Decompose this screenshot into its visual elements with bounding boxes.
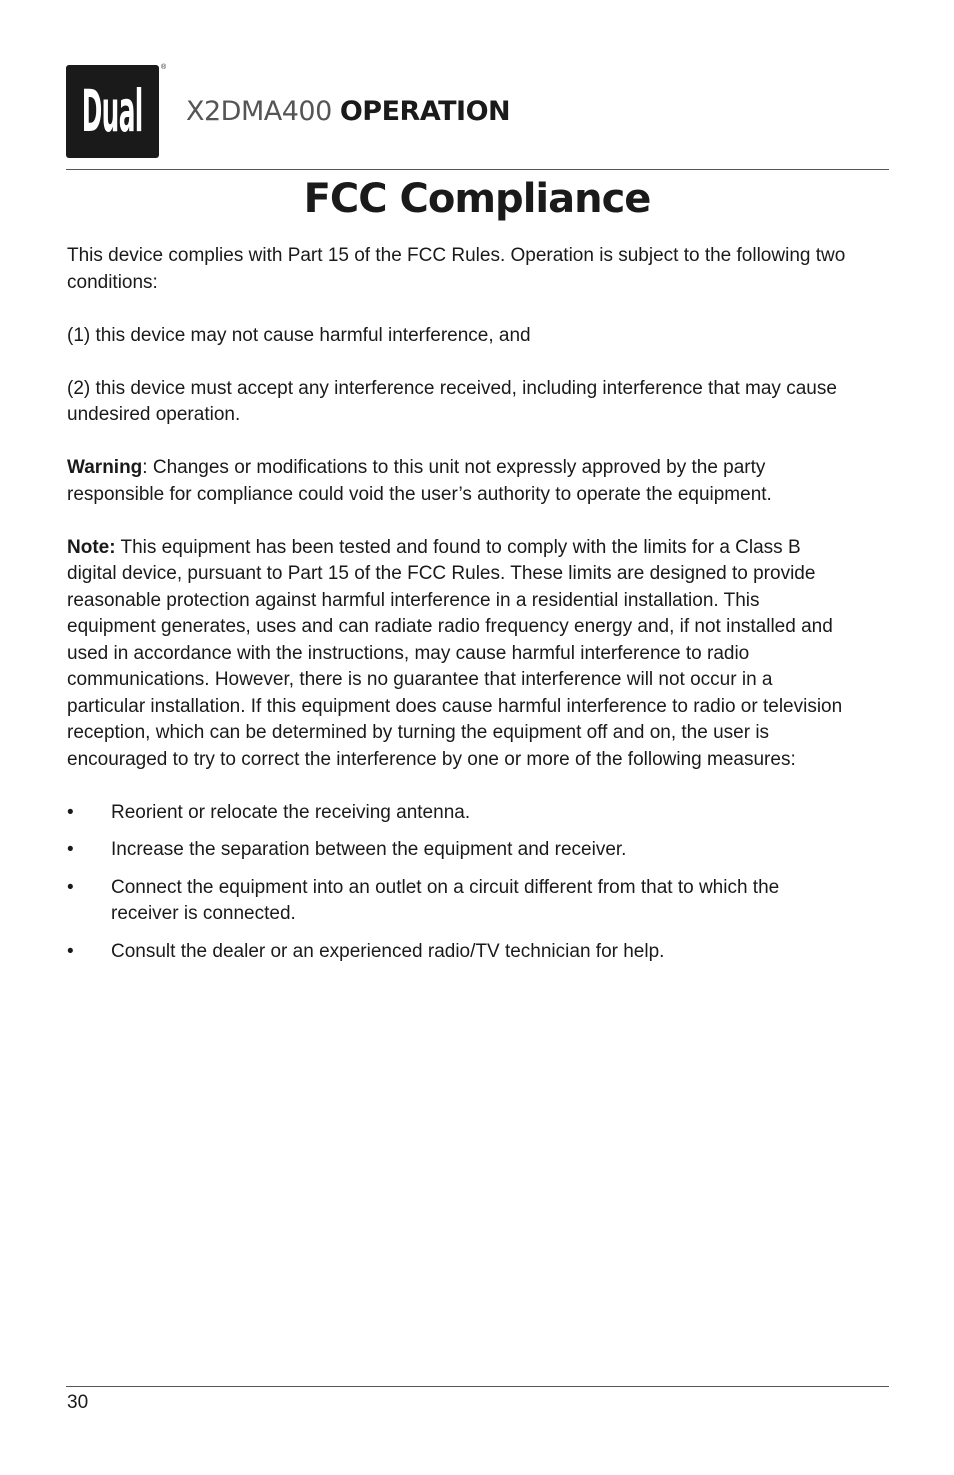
intro-paragraph: This device complies with Part 15 of the FCC Rules. Operation is subject to the following two conditions: (67, 245, 846, 293)
page-number: 30 (67, 1392, 89, 1413)
footer-divider (66, 1386, 889, 1387)
registered-mark: ® (161, 64, 167, 71)
note-text: This equipment has been tested and found to comply with the limits for a Class B digital device, pursuant to Part 15 of the FCC Rules. These limits are designed to provide reasonable protection against harmful interference in a residential installation. This equipment generates, uses and can radiate radio frequency energy and, if not installed and used in accordance with the instructions, may cause harmful interference to radio communications. However, there is no guarantee that interference will not occur in a particular installation. If this equipment does cause harmful interference to radio or television reception, which can be determined by turning the equipment off and on, the user is encouraged to try to correct the interference by one or more of the following measures: (67, 536, 843, 770)
condition-2: (2) this device must accept any interference received, including interference that may cause undesired operation. (67, 377, 837, 425)
list-item (67, 837, 852, 864)
logo-text: Dual (82, 78, 144, 145)
section-name: OPERATION (339, 96, 511, 127)
list-item (67, 800, 852, 827)
note-label: Note: (67, 536, 116, 558)
bullet-icon: • (67, 940, 74, 962)
list-item-text: Connect the equipment into an outlet on a circuit different from that to which the receiver is connected. (111, 876, 780, 924)
bullet-icon: • (67, 876, 74, 898)
dual-logo (66, 65, 159, 158)
header-title (186, 96, 510, 127)
list-item (67, 875, 852, 928)
bullet-icon: • (67, 839, 74, 860)
list-item-text: Reorient or relocate the receiving antenna. (111, 801, 471, 823)
header-divider (66, 169, 889, 170)
body-text (67, 243, 852, 976)
condition-1: (1) this device may not cause harmful interference, and (67, 324, 531, 346)
measures-list (67, 800, 852, 966)
page-title: FCC Compliance (303, 176, 651, 222)
list-item-text: Increase the separation between the equipment and receiver. (111, 839, 627, 860)
warning-text: : Changes or modifications to this unit not expressly approved by the party responsible for compliance could void the user’s authority to operate the equipment. (67, 457, 772, 505)
list-item (67, 939, 852, 966)
list-item-text: Consult the dealer or an experienced radio/TV technician for help. (111, 940, 665, 962)
bullet-icon: • (67, 801, 74, 823)
note-paragraph (67, 535, 852, 774)
warning-paragraph (67, 455, 852, 508)
warning-label: Warning (67, 457, 143, 478)
model-name: X2DMA400 (186, 96, 332, 127)
